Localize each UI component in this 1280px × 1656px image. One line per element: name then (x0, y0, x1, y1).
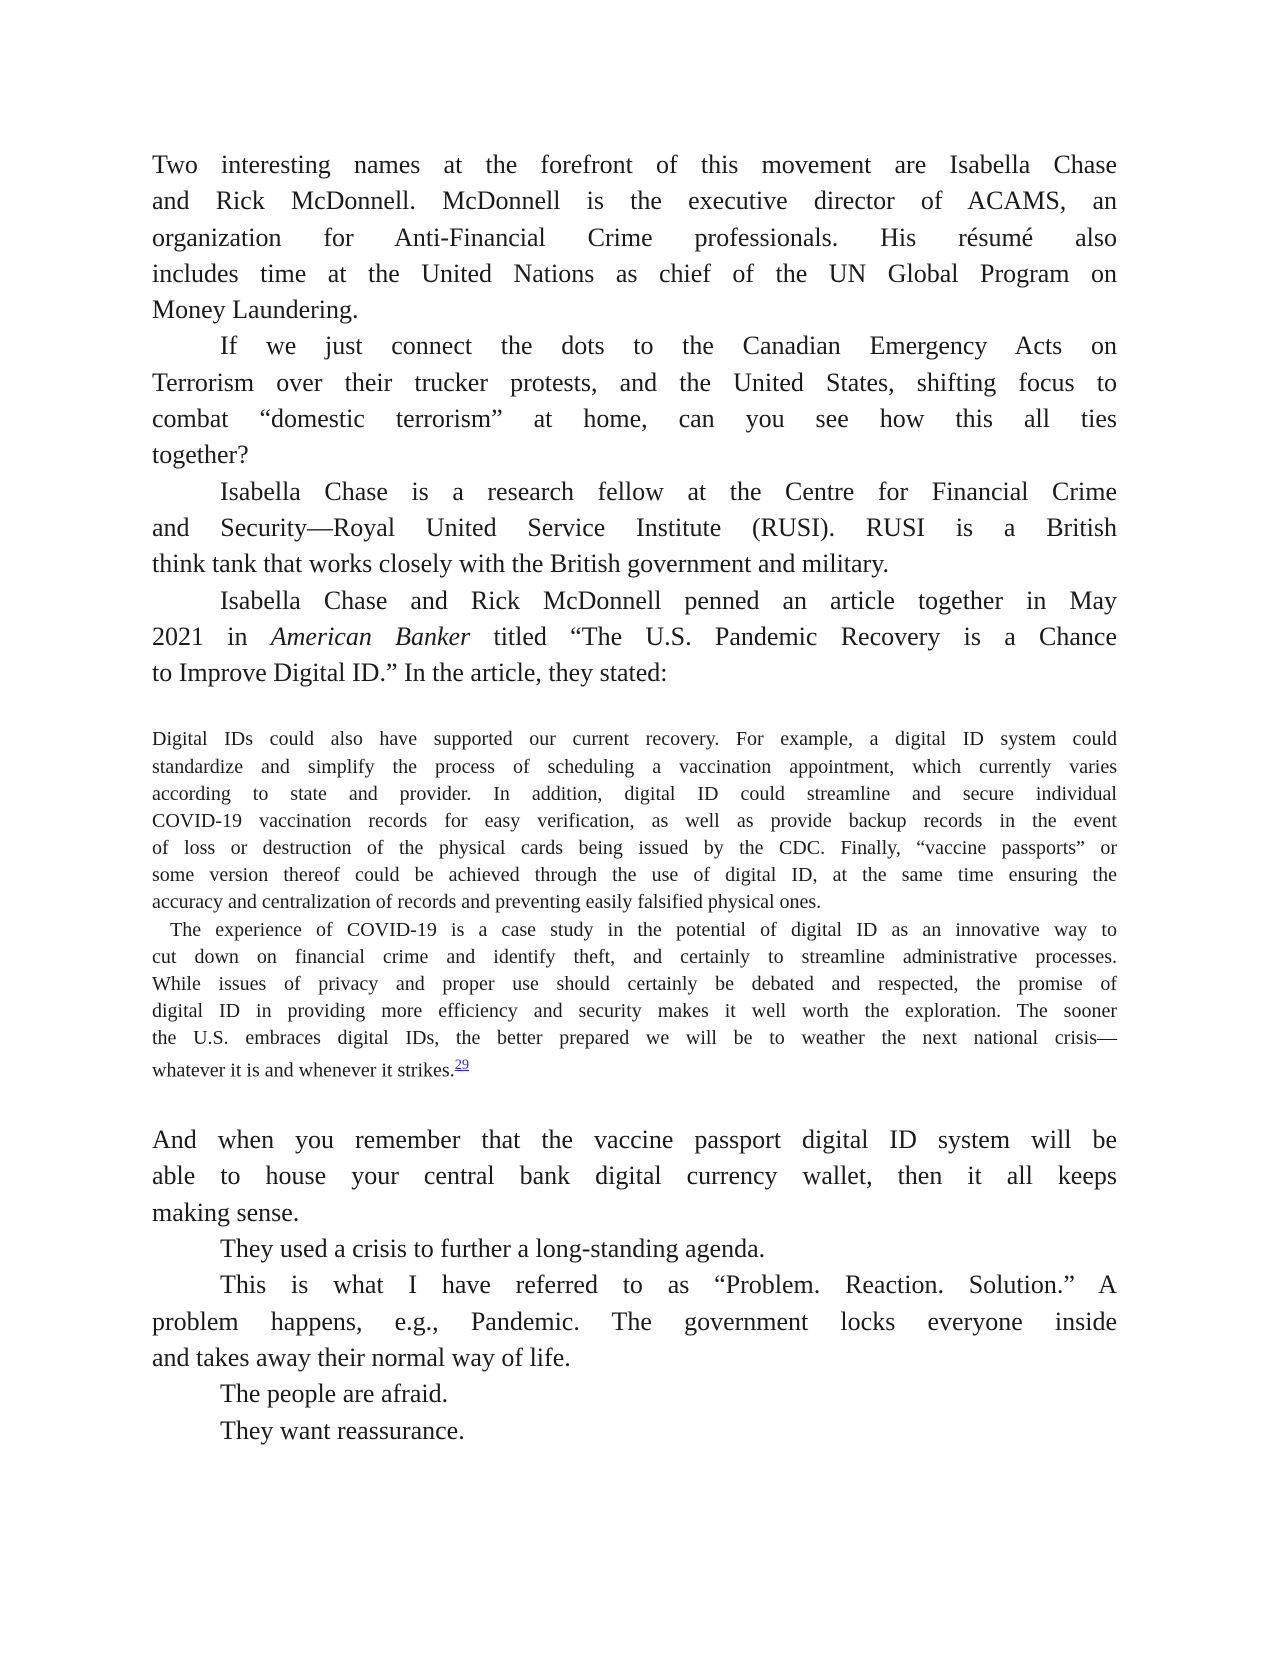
footnote-link-29[interactable]: 29 (454, 1057, 470, 1074)
paragraph-4 (152, 583, 1117, 692)
paragraph-7 (152, 1267, 1117, 1376)
text-line: combat “domestic terrorism” at home, can you see how this all ties (152, 404, 1117, 434)
paragraph-5 (152, 1122, 1117, 1231)
text-line: They want reassurance. (220, 1415, 465, 1445)
text-line: Terrorism over their trucker protests, and the United States, shifting focus to (152, 367, 1117, 397)
text-line: 2021 in American Banker titled “The U.S. Pandemic Recovery is a Chance (152, 621, 1117, 651)
quote-paragraph-2 (152, 917, 1117, 1086)
text-line: COVID-19 vaccination records for easy verification, as well as provide backup records in the event (152, 809, 1117, 832)
text-line: And when you remember that the vaccine passport digital ID system will be (152, 1125, 1117, 1155)
text-line: able to house your central bank digital currency wallet, then it all keeps (152, 1161, 1117, 1191)
italic-text: American Banker (270, 621, 471, 651)
text-line: together? (152, 440, 249, 470)
text-line: Digital IDs could also have supported our current recovery. For example, a digital ID system could (152, 728, 1117, 751)
text-line: think tank that works closely with the British government and military. (152, 549, 890, 579)
text-line: This is what I have referred to as “Problem. Reaction. Solution.” A (220, 1270, 1117, 1300)
text-line: according to state and provider. In addition, digital ID could streamline and secure individual (152, 782, 1117, 805)
text-line: making sense. (152, 1197, 300, 1227)
text-line: They used a crisis to further a long-standing agenda. (220, 1234, 766, 1264)
text-line: Isabella Chase is a research fellow at the Centre for Financial Crime (220, 476, 1117, 506)
page-text-area (152, 147, 1117, 1449)
text-line: Two interesting names at the forefront of this movement are Isabella Chase (152, 150, 1117, 179)
text-line: Money Laundering. (152, 295, 359, 325)
text-line: Isabella Chase and Rick McDonnell penned an article together in May (220, 585, 1117, 615)
text-line: The people are afraid. (220, 1379, 449, 1409)
text-line: whatever it is and whenever it strikes.$^{29}$ (152, 1057, 470, 1082)
footnote-ref (455, 1057, 469, 1073)
paragraph-1 (152, 147, 1117, 328)
paragraph-3 (152, 474, 1117, 583)
text-line: and Rick McDonnell. McDonnell is the executive director of ACAMS, an (152, 186, 1117, 216)
text-line: standardize and simplify the process of scheduling a vaccination appointment, which currently varies (152, 755, 1117, 778)
text-line: to Improve Digital ID.” In the article, they stated: (152, 658, 668, 688)
text-line: of loss or destruction of the physical cards being issued by the CDC. Finally, “vaccine passports” or (152, 837, 1117, 860)
text-line: includes time at the United Nations as chief of the UN Global Program on (152, 258, 1117, 288)
text-line: digital ID in providing more efficiency and security makes it well worth the exploration. The sooner (152, 1000, 1117, 1023)
paragraph-8 (152, 1376, 1117, 1412)
text-line: problem happens, e.g., Pandemic. The government locks everyone inside (152, 1306, 1117, 1336)
paragraph-2 (152, 328, 1117, 473)
text-line: If we just connect the dots to the Canadian Emergency Acts on (220, 331, 1117, 361)
text-line: While issues of privacy and proper use should certainly be debated and respected, the promise of (152, 972, 1117, 995)
text-line: organization for Anti-Financial Crime professionals. His résumé also (152, 222, 1117, 252)
quote-paragraph-1 (152, 726, 1117, 916)
text-line: and Security—Royal United Service Institute (RUSI). RUSI is a British (152, 512, 1117, 542)
text-line: and takes away their normal way of life. (152, 1342, 571, 1372)
paragraph-6 (152, 1231, 1117, 1267)
text-line: The experience of COVID-19 is a case study in the potential of digital ID as an innovative way to (170, 918, 1117, 941)
text-line: some version thereof could be achieved through the use of digital ID, at the same time ensuring the (152, 864, 1117, 887)
text-line: cut down on financial crime and identify theft, and certainly to streamline administrative processes. (152, 945, 1117, 968)
text-line: the U.S. embraces digital IDs, the better prepared we will be to weather the next national crisis— (152, 1027, 1117, 1050)
text-line: accuracy and centralization of records and preventing easily falsified physical ones. (152, 891, 822, 914)
paragraph-9 (152, 1413, 1117, 1449)
